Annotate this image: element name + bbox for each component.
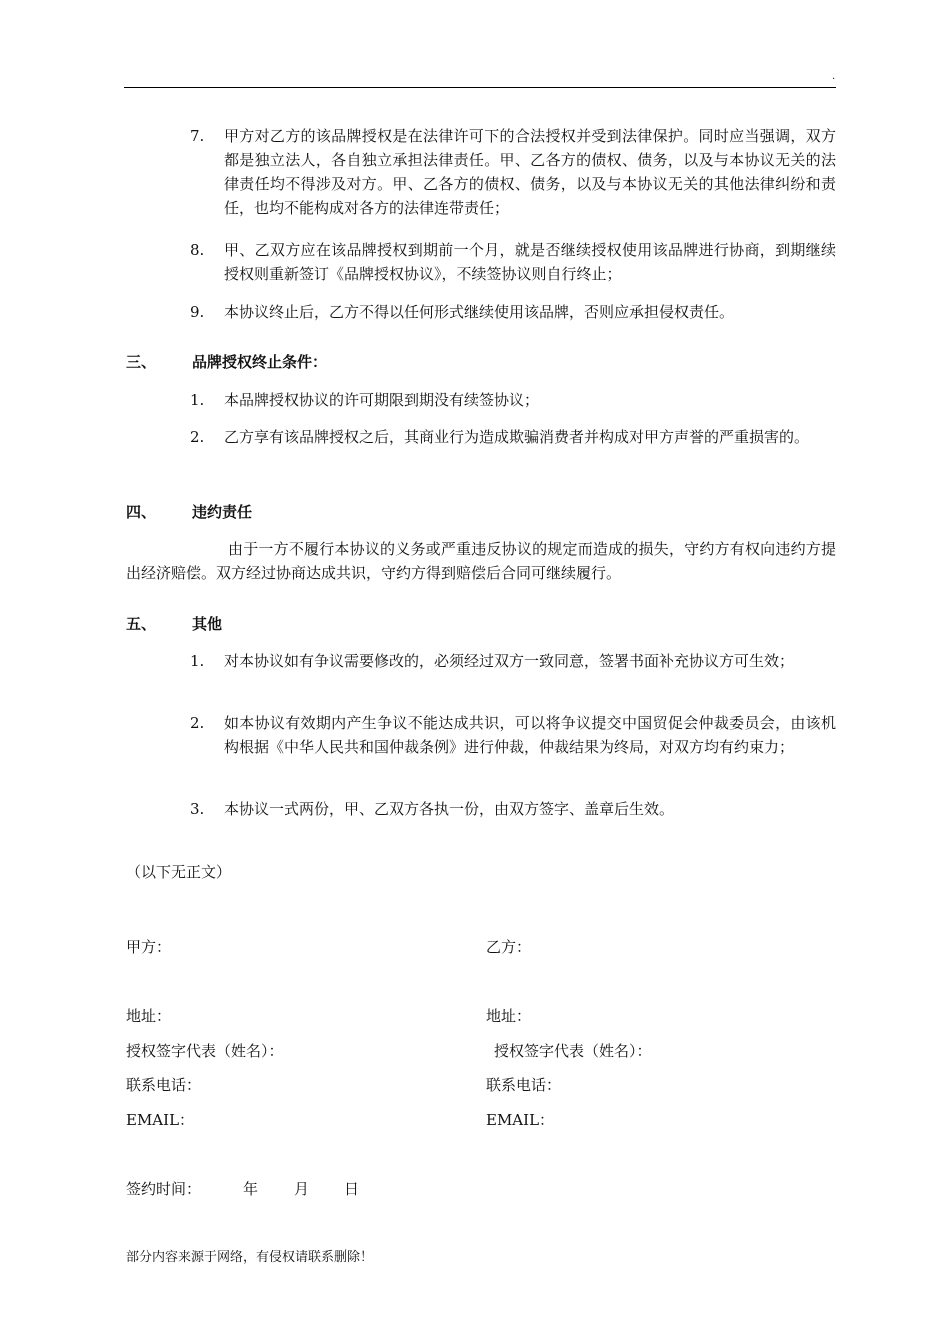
list-item-text: 本协议一式两份，甲、乙双方各执一份，由双方签字、盖章后生效。 — [224, 800, 675, 818]
list-item-text: 对本协议如有争议需要修改的，必须经过双方一致同意，签署书面补充协议方可生效； — [224, 652, 795, 670]
list-item-number: 2. — [190, 428, 205, 446]
party-a-address: 地址： — [126, 1007, 172, 1025]
signing-year: 年 — [243, 1180, 259, 1198]
party-a-phone: 联系电话： — [126, 1076, 202, 1094]
list-item — [190, 238, 836, 286]
section-4-number: 四、 — [126, 503, 157, 521]
header-rule — [124, 87, 836, 88]
signing-day: 日 — [344, 1180, 360, 1198]
party-a-email: EMAIL： — [126, 1111, 195, 1129]
party-b-phone: 联系电话： — [486, 1076, 562, 1094]
footer-note: 部分内容来源于网络，有侵权请联系删除！ — [126, 1250, 374, 1265]
party-b-address: 地址： — [486, 1007, 532, 1025]
list-item — [190, 388, 836, 412]
header-dot: . — [832, 71, 836, 82]
section-4-title: 违约责任 — [192, 503, 253, 521]
party-b-rep: 授权签字代表（姓名）： — [494, 1042, 652, 1060]
list-item — [190, 797, 836, 821]
party-b-email: EMAIL： — [486, 1111, 555, 1129]
signing-month: 月 — [294, 1180, 310, 1198]
list-item-number: 2. — [190, 714, 205, 732]
party-b-label: 乙方： — [486, 938, 532, 956]
list-item-number: 7. — [190, 127, 205, 145]
list-item-text: 本协议终止后，乙方不得以任何形式继续使用该品牌，否则应承担侵权责任。 — [224, 303, 735, 321]
party-a-rep: 授权签字代表（姓名）： — [126, 1042, 284, 1060]
list-item-text: 甲方对乙方的该品牌授权是在法律许可下的合法授权并受到法律保护。同时应当强调，双方都是独立法人，各自独立承担法律责任。甲、乙各方的债权、债务，以及与本协议无关的法律责任均不得涉及对方。甲、乙各方的债权、债务，以及与本协议无关的其他法律纠纷和责任，也均不能构成对各方的法律连带责任； — [224, 127, 836, 217]
list-item-number: 8. — [190, 241, 205, 259]
list-item-number: 3. — [190, 800, 205, 818]
signing-date-label: 签约时间： — [126, 1180, 202, 1198]
section-3-title: 品牌授权终止条件： — [192, 353, 328, 371]
list-item-number: 9. — [190, 303, 205, 321]
list-item — [190, 124, 836, 220]
no-more-text: （以下无正文） — [126, 863, 232, 881]
section-5-number: 五、 — [126, 615, 157, 633]
list-item-text: 甲、乙双方应在该品牌授权到期前一个月，就是否继续授权使用该品牌进行协商，到期继续授权则重新签订《品牌授权协议》，不续签协议则自行终止； — [224, 241, 836, 283]
list-item-text: 如本协议有效期内产生争议不能达成共识，可以将争议提交中国贸促会仲裁委员会，由该机构根据《中华人民共和国仲裁条例》进行仲裁，仲裁结果为终局，对双方均有约束力； — [224, 714, 836, 756]
section-4-paragraph: 由于一方不履行本协议的义务或严重违反协议的规定而造成的损失，守约方有权向违约方提出经济赔偿。双方经过协商达成共识，守约方得到赔偿后合同可继续履行。 — [126, 540, 836, 582]
list-item-text: 乙方享有该品牌授权之后，其商业行为造成欺骗消费者并构成对甲方声誉的严重损害的。 — [224, 428, 810, 446]
party-a-label: 甲方： — [126, 938, 172, 956]
list-item — [190, 649, 836, 673]
list-item-text: 本品牌授权协议的许可期限到期没有续签协议； — [224, 391, 540, 409]
list-item — [190, 425, 836, 449]
section-5-title: 其他 — [192, 615, 223, 633]
list-item — [190, 300, 836, 324]
list-item — [190, 711, 836, 759]
list-item-number: 1. — [190, 652, 205, 670]
list-item-number: 1. — [190, 391, 205, 409]
section-3-number: 三、 — [126, 353, 157, 371]
